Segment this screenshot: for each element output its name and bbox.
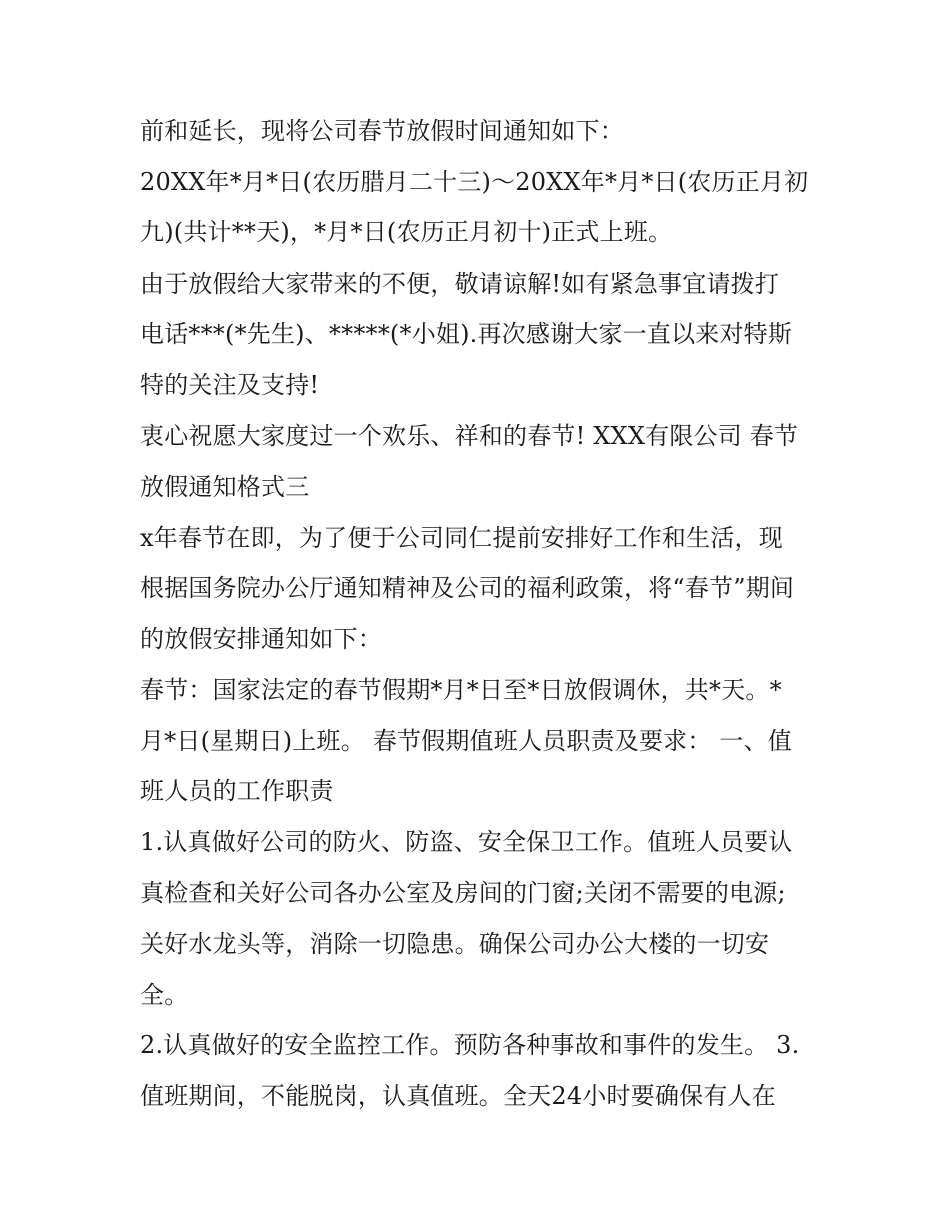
text-line: 前和延长，现将公司春节放假时间通知如下： xyxy=(140,117,624,145)
text-line: 值班期间，不能脱岗，认真值班。全天24小时要确保有人在 xyxy=(140,1082,776,1110)
text-line: 2.认真做好的安全监控工作。预防各种事故和事件的发生。 3. xyxy=(140,1031,800,1059)
text-line: 由于放假给大家带来的不便，敬请谅解!如有紧急事宜请拨打 xyxy=(140,270,780,298)
text-line: 真检查和关好公司各办公室及房间的门窗;关闭不需要的电源; xyxy=(140,879,786,907)
text-line: 放假通知格式三 xyxy=(140,473,310,501)
text-line: 特的关注及支持! xyxy=(140,371,320,399)
text-line: 根据国务院办公厅通知精神及公司的福利政策，将“春节”期间 xyxy=(140,574,795,602)
text-line: 全。 xyxy=(140,981,189,1009)
text-line: 电话***(*先生)、*****(*小姐).再次感谢大家一直以来对特斯 xyxy=(140,320,793,348)
text-line: 九)(共计**天)，*月*日(农历正月初十)正式上班。 xyxy=(140,218,673,246)
text-line: 的放假安排通知如下： xyxy=(140,625,382,653)
text-line: 衷心祝愿大家度过一个欢乐、祥和的春节! XXX有限公司 春节 xyxy=(140,422,799,450)
text-line: 1.认真做好公司的防火、防盗、安全保卫工作。值班人员要认 xyxy=(140,828,793,856)
text-line: x年春节在即，为了便于公司同仁提前安排好工作和生活，现 xyxy=(140,524,783,552)
text-line: 班人员的工作职责 xyxy=(140,777,334,805)
text-line: 月*日(星期日)上班。 春节假期值班人员职责及要求： 一、值 xyxy=(140,727,792,755)
text-line: 关好水龙头等，消除一切隐患。确保公司办公大楼的一切安 xyxy=(140,930,770,958)
text-line: 20XX年*月*日(农历腊月二十三)～20XX年*月*日(农历正月初 xyxy=(140,168,809,196)
text-line: 春节：国家法定的春节假期*月*日至*日放假调休，共*天。* xyxy=(140,676,782,704)
